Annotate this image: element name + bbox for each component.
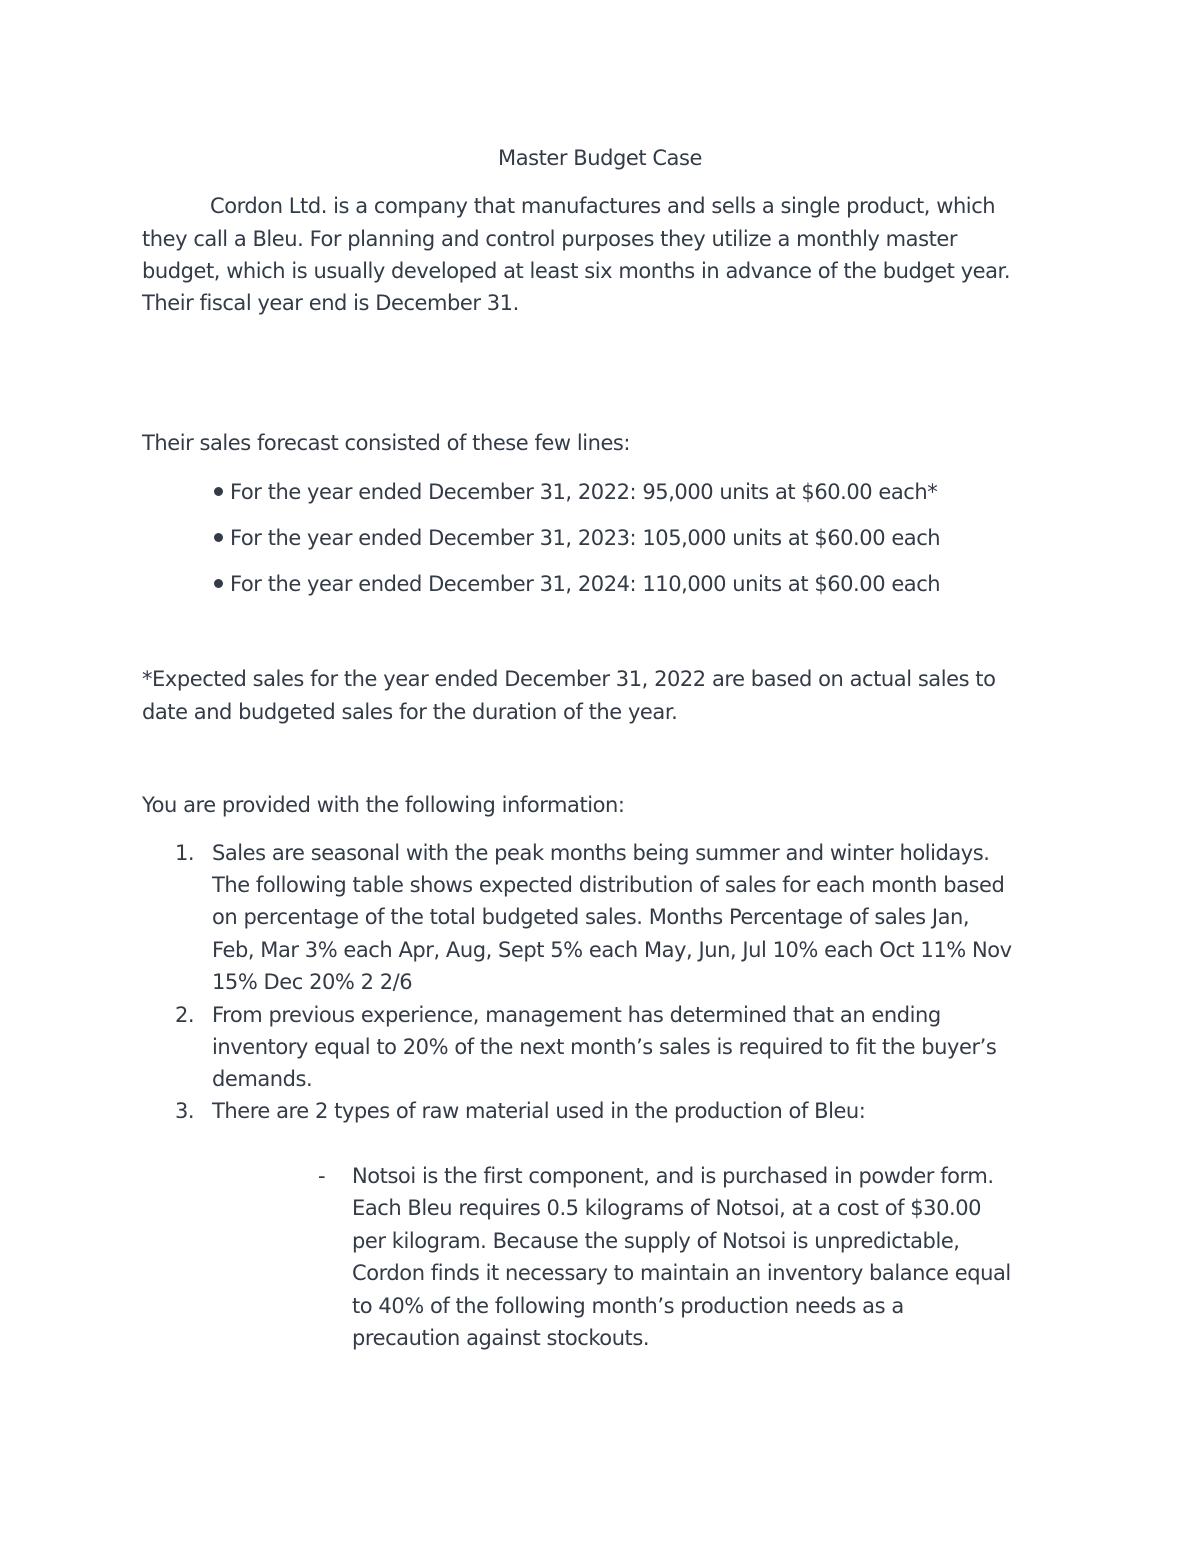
list-number: 3. xyxy=(175,1099,195,1123)
list-number: 2. xyxy=(175,1003,195,1027)
forecast-item-text: For the year ended December 31, 2023: 105,000 units at $60.00 each xyxy=(230,526,941,550)
bullet-icon xyxy=(214,487,223,496)
info-item-1-line: 15% Dec 20% 2 2/6 xyxy=(212,970,413,994)
sub-item-line: per kilogram. Because the supply of Notsoi is unpredictable, xyxy=(352,1229,960,1253)
list-number: 1. xyxy=(175,841,195,865)
sub-item-line: Cordon finds it necessary to maintain an inventory balance equal xyxy=(352,1261,1011,1285)
sub-item-line: Each Bleu requires 0.5 kilograms of Notsoi, at a cost of $30.00 xyxy=(352,1196,982,1220)
sub-item-line: Notsoi is the first component, and is purchased in powder form. xyxy=(352,1164,994,1188)
intro-line-2: they call a Bleu. For planning and control purposes they utilize a monthly master xyxy=(142,227,958,251)
document-title: Master Budget Case xyxy=(498,146,702,170)
info-item-1-line: Feb, Mar 3% each Apr, Aug, Sept 5% each May, Jun, Jul 10% each Oct 11% Nov xyxy=(212,938,1012,962)
info-item-2-line: inventory equal to 20% of the next month’s sales is required to fit the buyer’s xyxy=(212,1035,997,1059)
info-item-2-line: From previous experience, management has determined that an ending xyxy=(212,1003,941,1027)
info-heading: You are provided with the following information: xyxy=(142,793,625,817)
forecast-item xyxy=(214,522,940,555)
dash-marker: - xyxy=(318,1164,326,1188)
forecast-item xyxy=(214,476,937,509)
sub-item-line: to 40% of the following month’s production needs as a xyxy=(352,1294,904,1318)
info-item-1-line: on percentage of the total budgeted sales. Months Percentage of sales Jan, xyxy=(212,905,970,929)
info-item-1-line: Sales are seasonal with the peak months being summer and winter holidays. xyxy=(212,841,990,865)
bullet-icon xyxy=(214,533,223,542)
info-item-1-line: The following table shows expected distribution of sales for each month based xyxy=(212,873,1005,897)
sub-item-line: precaution against stockouts. xyxy=(352,1326,650,1350)
forecast-item xyxy=(214,568,940,601)
footnote-line-1: *Expected sales for the year ended December 31, 2022 are based on actual sales to xyxy=(142,667,996,691)
forecast-item-text: For the year ended December 31, 2022: 95,000 units at $60.00 each* xyxy=(230,480,938,504)
info-item-2-line: demands. xyxy=(212,1067,313,1091)
info-item-3-line: There are 2 types of raw material used in the production of Bleu: xyxy=(212,1099,866,1123)
intro-line-1: Cordon Ltd. is a company that manufactures and sells a single product, which xyxy=(210,194,996,218)
footnote-line-2: date and budgeted sales for the duration of the year. xyxy=(142,700,678,724)
intro-line-4: Their fiscal year end is December 31. xyxy=(142,291,519,315)
bullet-icon xyxy=(214,579,223,588)
forecast-item-text: For the year ended December 31, 2024: 110,000 units at $60.00 each xyxy=(230,572,941,596)
intro-line-3: budget, which is usually developed at least six months in advance of the budget year. xyxy=(142,259,1011,283)
forecast-heading: Their sales forecast consisted of these few lines: xyxy=(142,431,631,455)
